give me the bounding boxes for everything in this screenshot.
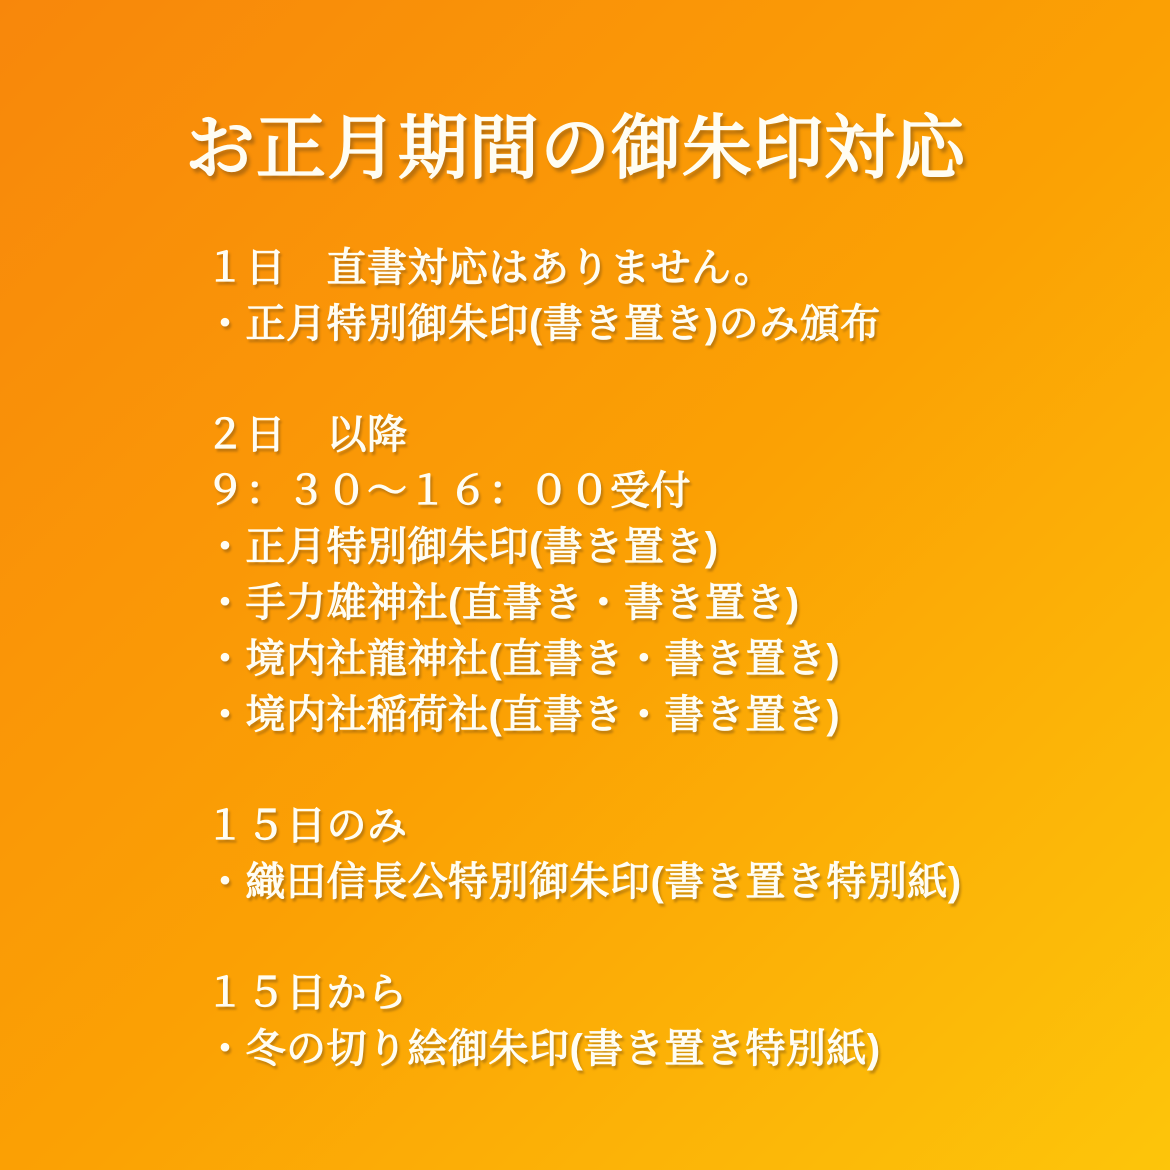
day15-from-heading-line: １５日から xyxy=(205,971,408,1015)
section-day15-only xyxy=(205,798,962,910)
section-day2-onward xyxy=(205,407,962,743)
poster-body xyxy=(205,240,962,1077)
day2-bullet-line: ・境内社龍神社(直書き・書き置き) xyxy=(205,637,841,681)
poster-title: お正月期間の御朱印対応 xyxy=(185,109,966,187)
day1-bullet-line: ・正月特別御朱印(書き置き)のみ頒布 xyxy=(205,302,881,346)
day1-heading-line: １日 直書対応はありません。 xyxy=(205,246,775,290)
day15-only-heading-line: １５日のみ xyxy=(205,804,408,848)
day2-hours-line: ９：３０〜１６：００受付 xyxy=(205,469,691,513)
section-day15-from xyxy=(205,965,962,1077)
day2-bullet-line: ・境内社稲荷社(直書き・書き置き) xyxy=(205,693,841,737)
day2-bullet-line: ・正月特別御朱印(書き置き) xyxy=(205,525,719,569)
day2-bullet-line: ・手力雄神社(直書き・書き置き) xyxy=(205,581,800,625)
section-day1 xyxy=(205,240,962,352)
day15-from-bullet-line: ・冬の切り絵御朱印(書き置き特別紙) xyxy=(205,1027,881,1071)
day15-only-bullet-line: ・織田信長公特別御朱印(書き置き特別紙) xyxy=(205,860,962,904)
day2-heading-line: ２日 以降 xyxy=(205,413,408,457)
